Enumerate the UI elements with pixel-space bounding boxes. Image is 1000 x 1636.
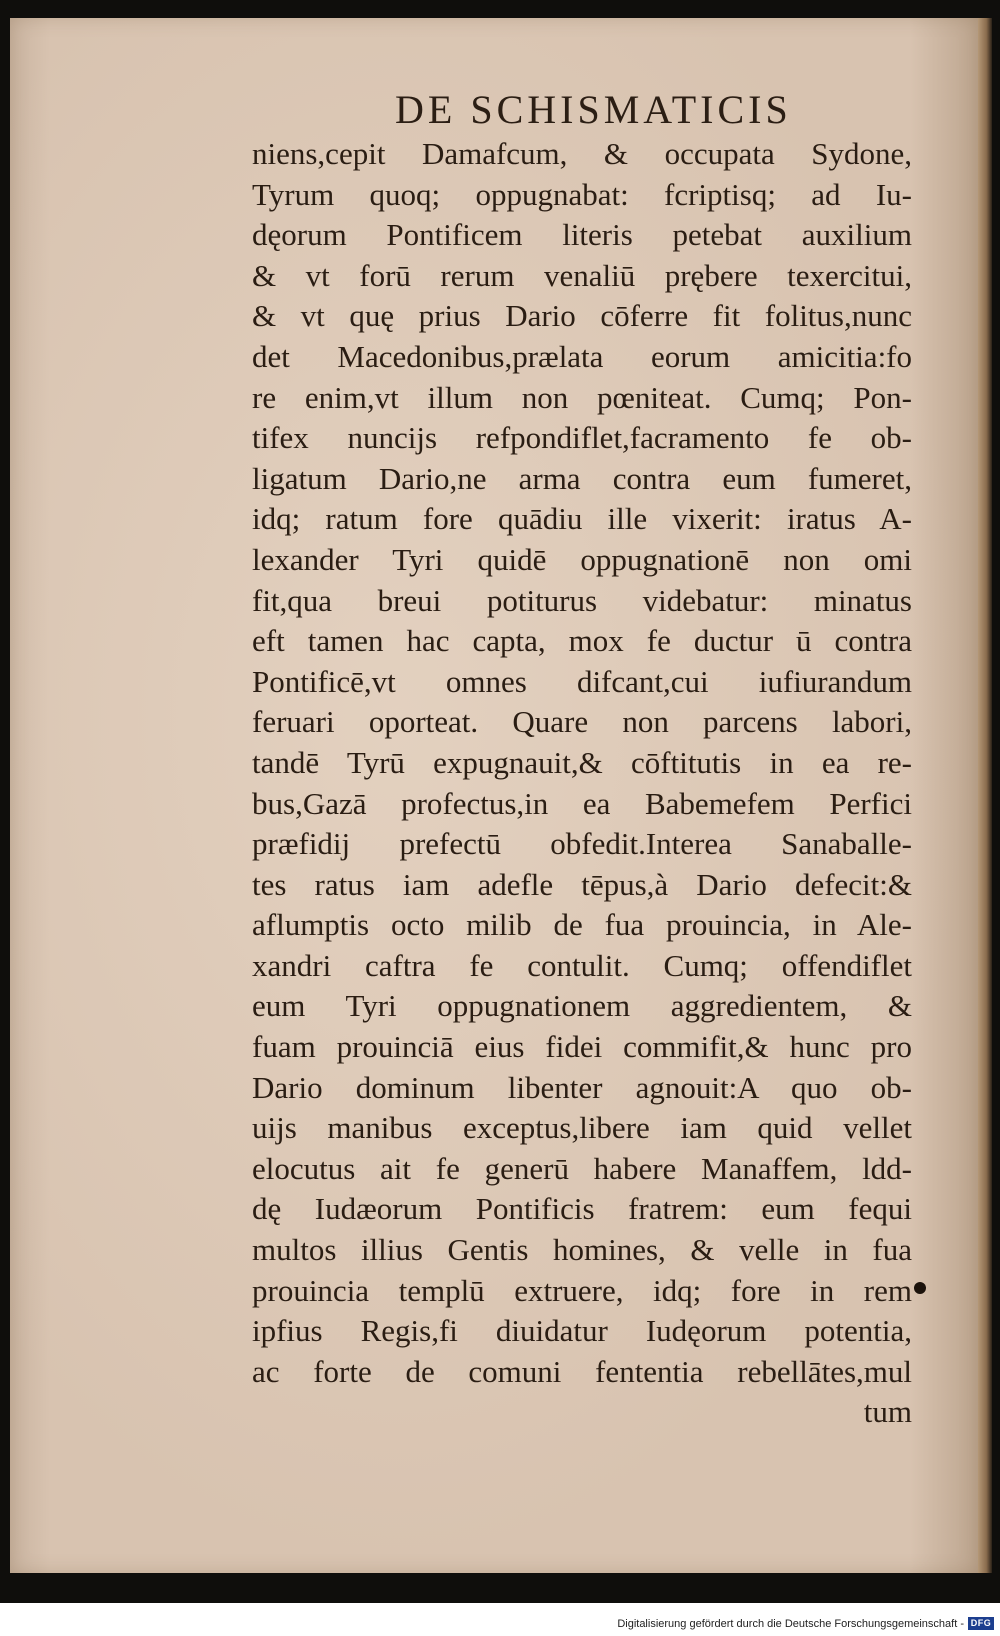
text-line: lexander Tyri quidē oppugnationē non omi <box>252 541 912 577</box>
text-line: aflumptis octo milib de fua prouincia, in Ale- <box>252 907 912 943</box>
text-line: ipfius Regis,fi diuidatur Iudęorum potentia, <box>252 1313 912 1349</box>
digitization-credit: Digitalisierung gefördert durch die Deutsche Forschungsgemeinschaft - <box>617 1618 964 1630</box>
running-head: DE SCHISMATICIS <box>395 87 792 132</box>
text-line: fuam prouinciā eius fidei commifit,& hunc pro <box>252 1029 912 1065</box>
page-edge <box>978 18 992 1573</box>
text-line: multos illius Gentis homines, & velle in fua <box>252 1232 912 1268</box>
text-line: & vt forū rerum venaliū prębere texercitui, <box>252 257 912 293</box>
text-line: præfidij prefectū obfedit.Interea Sanaballe- <box>252 826 912 862</box>
text-line: eum Tyri oppugnationem aggredientem, & <box>252 988 912 1024</box>
text-line: tifex nuncijs refpondiflet,facramento fe ob- <box>252 420 912 456</box>
text-line: tandē Tyrū expugnauit,& cōftitutis in ea re- <box>252 744 912 780</box>
text-line: idq; ratum fore quādiu ille vixerit: iratus A- <box>252 501 912 537</box>
text-line: prouincia templū extruere, idq; fore in rem <box>252 1272 912 1308</box>
text-line: Dario dominum libenter agnouit:A quo ob- <box>252 1069 912 1105</box>
text-line: det Macedonibus,prælata eorum amicitia:fo <box>252 338 912 374</box>
text-line: Pontificē,vt omnes difcant,cui iufiurandum <box>252 663 912 699</box>
text-line: re enim,vt illum non pœniteat. Cumq; Pon- <box>252 379 912 415</box>
text-line: ac forte de comuni fententia rebellātes,mul <box>252 1353 912 1389</box>
text-line: feruari oporteat. Quare non parcens labori, <box>252 704 912 740</box>
text-line: uijs manibus exceptus,libere iam quid vellet <box>252 1110 912 1146</box>
text-line: bus,Gazā profectus,in ea Babemefem Perfici <box>252 785 912 821</box>
catchword: tum <box>863 1394 912 1430</box>
text-line: eft tamen hac capta, mox fe ductur ū contra <box>252 623 912 659</box>
text-line: fit,qua breui potiturus videbatur: minatus <box>252 582 912 618</box>
text-line: Tyrum quoq; oppugnabat: fcriptisq; ad Iu- <box>252 176 912 212</box>
text-block <box>252 134 912 1433</box>
dfg-logo: DFG <box>968 1617 994 1630</box>
text-line: dę Iudæorum Pontificis fratrem: eum fequi <box>252 1191 912 1227</box>
text-line: xandri caftra fe contulit. Cumq; offendiflet <box>252 947 912 983</box>
text-line: & vt quę prius Dario cōferre fit folitus,nunc <box>252 298 912 334</box>
text-line: ligatum Dario,ne arma contra eum fumeret, <box>252 460 912 496</box>
ink-dot <box>914 1282 926 1294</box>
text-line: dęorum Pontificem literis petebat auxilium <box>252 217 912 253</box>
text-line: elocutus ait fe generū habere Manaffem, ldd- <box>252 1150 912 1186</box>
text-line: niens,cepit Damafcum, & occupata Sydone, <box>252 136 912 171</box>
text-line: tes ratus iam adefle tēpus,à Dario defecit:& <box>252 866 912 902</box>
